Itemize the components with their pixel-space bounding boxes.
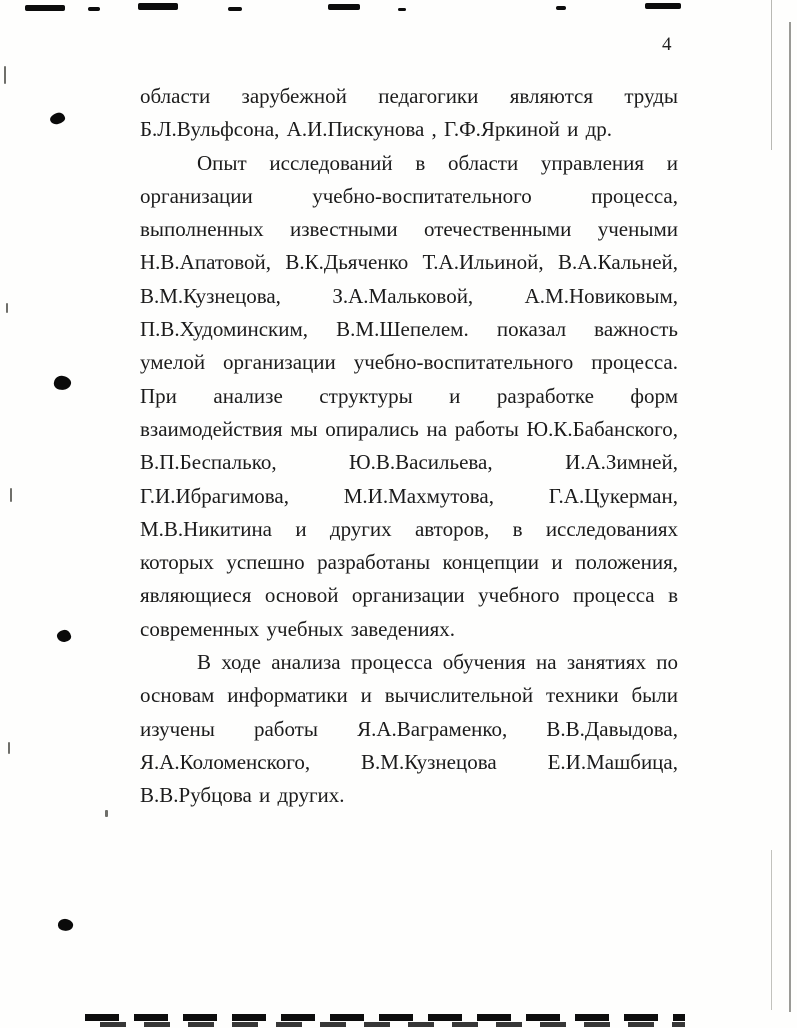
paragraph: В ходе анализа процесса обучения на занятиях по основам информатики и вычислительной техники были изучены работы Я.А.Ваграменко, В.В.Давыдова, Я.А.Коломенского, В.М.Кузнецова Е.И.Машбица, В.В.Рубцова и других. (140, 650, 678, 808)
scan-dash (25, 5, 65, 11)
scan-artifact-right-edge-line (789, 22, 791, 1012)
scan-dash (556, 6, 566, 10)
ink-blot (57, 917, 75, 933)
scan-dash (88, 7, 100, 11)
scan-dash (398, 8, 406, 11)
scan-dash (138, 3, 178, 10)
scan-artifact-right-edge-line (771, 0, 772, 150)
edge-mark (4, 66, 6, 84)
scan-dash (328, 4, 360, 10)
scan-dash (645, 3, 681, 9)
paragraph: Опыт исследований в области управления и организации учебно-воспитательного процесса, выполненных известными отечественными учеными Н.В.Апатовой, В.К.Дьяченко Т.А.Ильиной, В.А.Кальней, В.М.Кузнецова, З.А.Мальковой, А.М.Новиковым, П.В.Худоминским, В.М.Шепелем. показал важность умелой организации учебно-воспитательного процесса. При анализе структуры и разработке форм взаимодействия мы опирались на работы Ю.К.Бабанского, В.П.Беспалько, Ю.В.Васильева, И.А.Зимней, Г.И.Ибрагимова, М.И.Махмутова, Г.А.Цукерман, М.В.Никитина и других авторов, в исследованиях которых успешно разработаны концепции и положения, являющиеся основой организации учебного процесса в современных учебных заведениях. (140, 150, 678, 641)
scan-artifact-bottom-edge (85, 1014, 685, 1021)
edge-mark (6, 303, 8, 313)
edge-mark (8, 742, 10, 754)
ink-blot (56, 629, 72, 643)
ink-blot (49, 111, 66, 125)
scan-artifact-right-edge-line (771, 850, 772, 1010)
edge-mark (10, 488, 12, 502)
document-text (140, 80, 678, 813)
ink-blot (53, 375, 72, 392)
page-number: 4 (662, 34, 672, 55)
scan-artifact-bottom-edge (100, 1022, 685, 1027)
edge-mark (105, 810, 108, 817)
paragraph-continuation: области зарубежной педагогики являются труды Б.Л.Вульфсона, А.И.Пискунова , Г.Ф.Яркиной и др. (140, 84, 678, 142)
scan-dash (228, 7, 242, 11)
